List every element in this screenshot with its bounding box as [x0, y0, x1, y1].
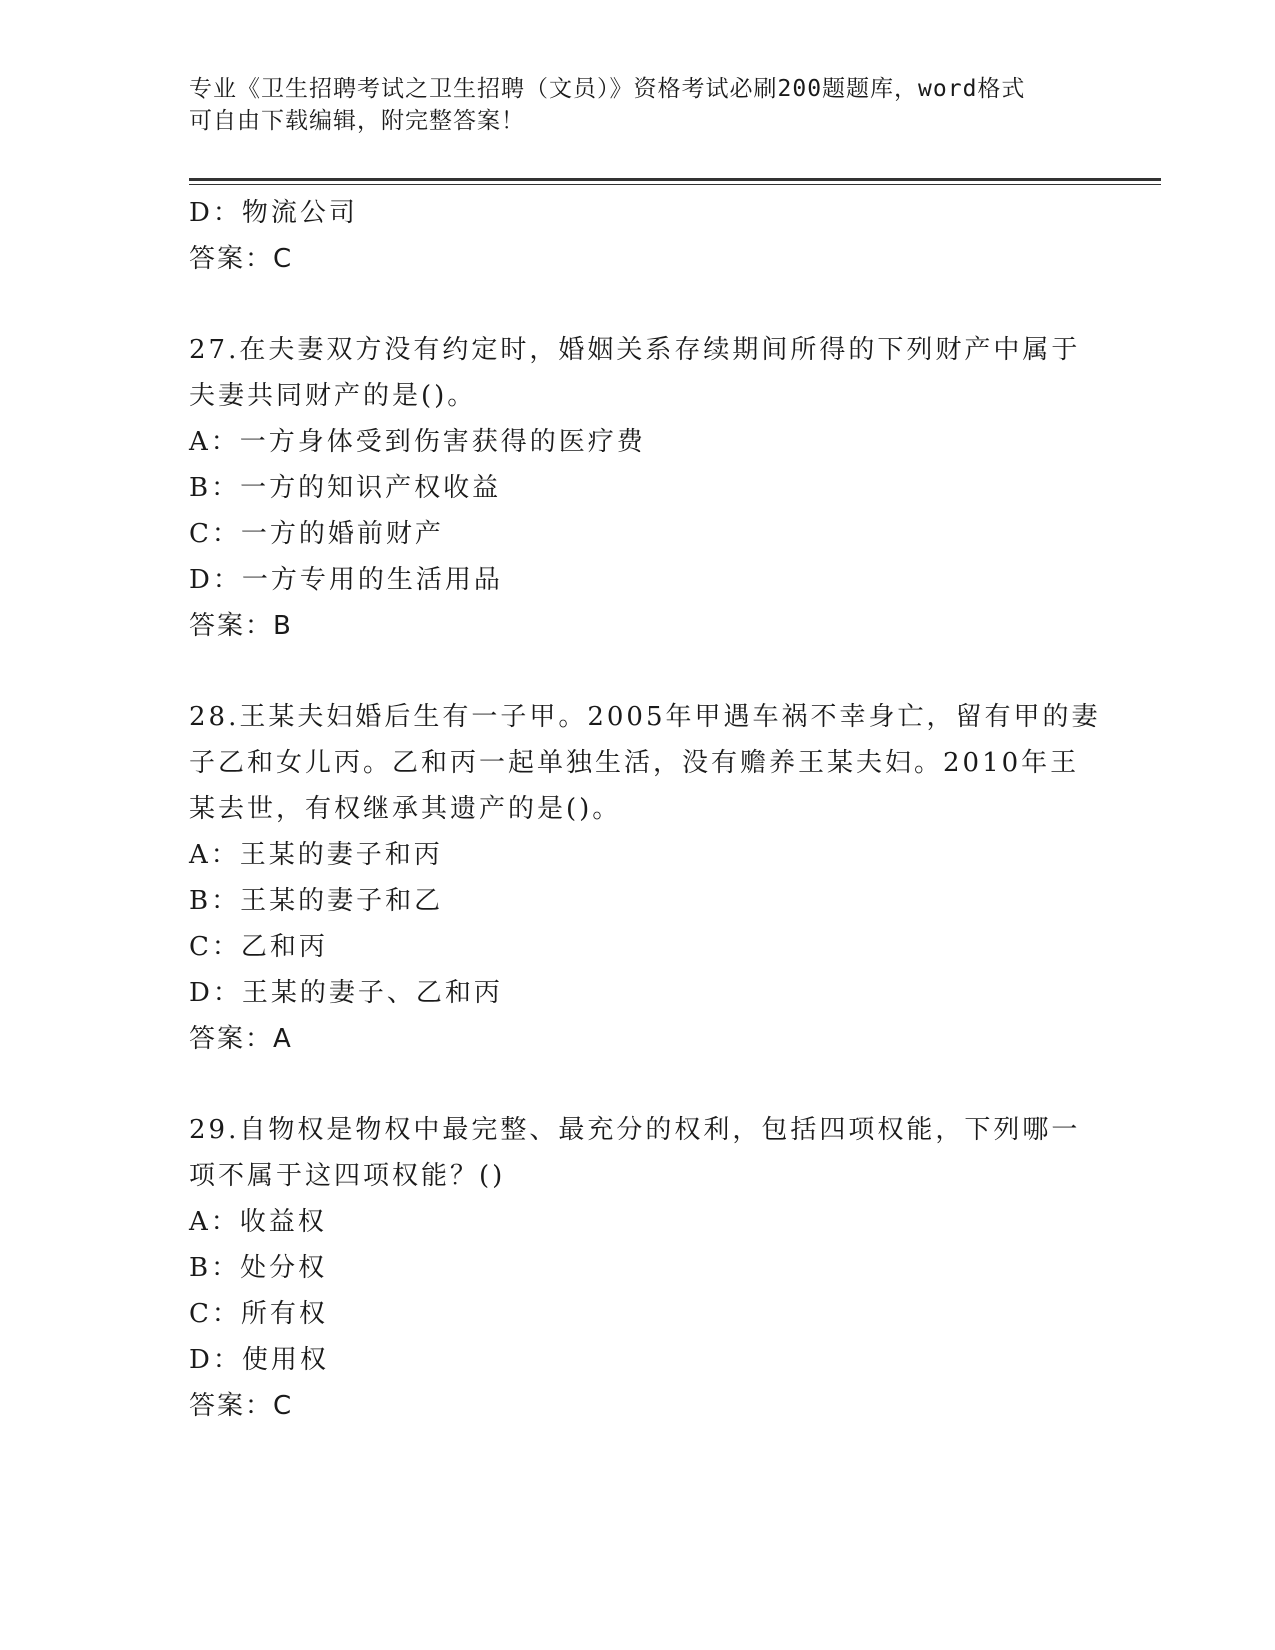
question-stem: 项不属于这四项权能？() [189, 1161, 506, 1191]
option-line: A：收益权 [189, 1207, 327, 1237]
option-line: C：一方的婚前财产 [189, 519, 444, 549]
spacer [189, 649, 1089, 694]
question-stem: 夫妻共同财产的是()。 [189, 381, 477, 411]
option-line: B：王某的妻子和乙 [189, 886, 444, 916]
document-header [189, 73, 1069, 137]
option-line: A：一方身体受到伤害获得的医疗费 [189, 427, 646, 457]
answer-line: 答案：C [189, 244, 294, 274]
question-stem: 27.在夫妻双方没有约定时，婚姻关系存续期间所得的下列财产中属于 [189, 335, 1081, 365]
spacer [189, 1062, 1089, 1107]
question-stem: 某去世，有权继承其遗产的是()。 [189, 794, 622, 824]
question-stem: 29.自物权是物权中最完整、最充分的权利，包括四项权能，下列哪一 [189, 1115, 1081, 1145]
question-list [189, 190, 1101, 1429]
question-27 [189, 327, 1089, 649]
answer-line: 答案：B [189, 611, 293, 641]
header-line: 可自由下载编辑，附完整答案！ [189, 108, 525, 134]
option-line: D：王某的妻子、乙和丙 [189, 978, 503, 1008]
header-line: 专业《卫生招聘考试之卫生招聘（文员）》资格考试必刷200题题库，word格式 [189, 76, 1026, 102]
option-line: C：所有权 [189, 1299, 328, 1329]
answer-line: 答案：C [189, 1391, 294, 1421]
question-stem: 子乙和女儿丙。乙和丙一起单独生活，没有赡养王某夫妇。2010年王 [189, 748, 1080, 778]
spacer [189, 282, 1089, 327]
option-line: D：一方专用的生活用品 [189, 565, 503, 595]
option-line: C：乙和丙 [189, 932, 328, 962]
question-28 [189, 694, 1101, 1062]
question-stem: 28.王某夫妇婚后生有一子甲。2005年甲遇车祸不幸身亡，留有甲的妻 [189, 702, 1101, 732]
header-divider [189, 184, 1161, 185]
option-line: B：处分权 [189, 1253, 328, 1283]
answer-line: 答案：A [189, 1024, 293, 1054]
option-line: D：物流公司 [189, 198, 358, 228]
header-divider [189, 178, 1161, 181]
option-line: D：使用权 [189, 1345, 329, 1375]
question-29 [189, 1107, 1089, 1429]
option-line: A：王某的妻子和丙 [189, 840, 443, 870]
option-line: B：一方的知识产权收益 [189, 473, 502, 503]
